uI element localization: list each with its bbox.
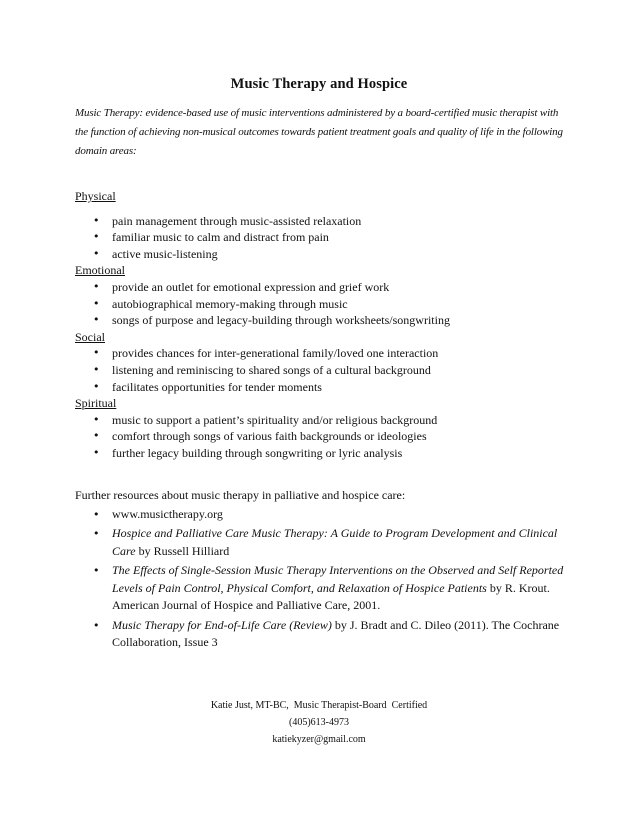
resource-title: Music Therapy for End-of-Life Care (Review) — [112, 617, 332, 632]
resource-item — [75, 525, 575, 560]
section-heading-emotional: Emotional — [75, 263, 125, 278]
resource-citation: by Russell Hilliard — [135, 543, 230, 558]
section-heading-social: Social — [75, 329, 105, 344]
social-list — [75, 345, 575, 395]
spiritual-list — [75, 412, 575, 462]
resource-link[interactable]: www.musictherapy.org — [112, 506, 223, 521]
contact-phone: (405)613-4973 — [289, 717, 349, 728]
contact-footer — [0, 697, 638, 748]
list-item: • pain management through music-assisted relaxation — [75, 213, 575, 230]
list-item: • listening and reminiscing to shared songs of a cultural background — [75, 362, 575, 379]
resource-item — [75, 562, 575, 615]
resource-title: Hospice and Palliative Care Music Therapy: A Guide to Program Development and Clinical Care — [112, 526, 558, 558]
list-item: • active music-listening — [75, 246, 575, 263]
domain-sections — [75, 188, 575, 462]
emotional-list — [75, 279, 575, 329]
list-item: • facilitates opportunities for tender moments — [75, 379, 575, 396]
section-heading-spiritual: Spiritual — [75, 396, 117, 411]
resources-heading: Further resources about music therapy in palliative and hospice care: — [75, 488, 406, 502]
resource-link-item[interactable] — [75, 506, 575, 524]
resource-citation: by R. Krout. American Journal of Hospice and Palliative Care, 2001. — [112, 580, 550, 612]
list-item: • autobiographical memory-making through music — [75, 296, 575, 313]
list-item: • songs of purpose and legacy-building through worksheets/songwriting — [75, 312, 575, 329]
section-heading-physical: Physical — [75, 189, 116, 203]
list-item: • provide an outlet for emotional expression and grief work — [75, 279, 575, 296]
list-item: • comfort through songs of various faith backgrounds or ideologies — [75, 428, 575, 445]
contact-name: Katie Just, MT-BC, Music Therapist-Board Certified — [210, 700, 428, 711]
list-item: • provides chances for inter-generational family/loved one interaction — [75, 345, 575, 362]
resource-title: The Effects of Single-Session Music Therapy Interventions on the Observed and Self Reported Levels of Pain Control, Physical Comfort, and Relaxation of Hospice Patients — [112, 563, 564, 595]
resource-citation: by J. Bradt and C. Dileo (2011). The Cochrane Collaboration, Issue 3 — [112, 617, 560, 649]
list-item: • music to support a patient’s spirituality and/or religious background — [75, 412, 575, 429]
resources-list — [75, 506, 575, 652]
intro-definition: Music Therapy: evidence-based use of music interventions administered by a board-certified music therapist with the function of achieving non-musical outcomes towards patient treatment goals and quality of life in the following domain areas: — [75, 107, 563, 157]
list-item: • familiar music to calm and distract from pain — [75, 229, 575, 246]
resources-section — [75, 487, 575, 654]
resource-item — [75, 617, 575, 652]
page-title: Music Therapy and Hospice — [230, 76, 408, 92]
physical-list — [75, 213, 575, 263]
list-item: • further legacy building through songwriting or lyric analysis — [75, 445, 575, 462]
contact-email[interactable]: katiekyzer@gmail.com — [272, 734, 366, 745]
